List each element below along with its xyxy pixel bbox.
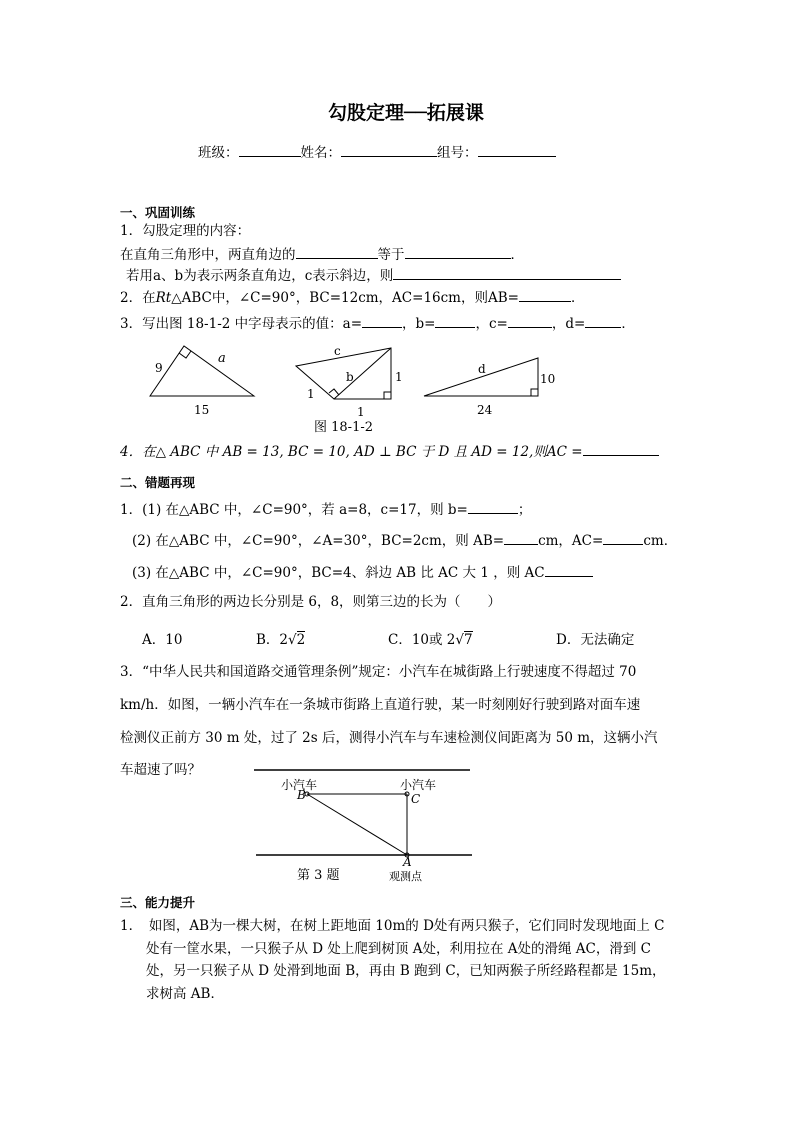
label-A: A (403, 855, 412, 869)
s2-q1-1-text: 1．(1) 在△ABC 中，∠C=90°，若 a=8，c=17，则 b= (120, 502, 468, 518)
t2-mid-label: b (346, 370, 354, 384)
t1-base-label: 15 (194, 403, 210, 417)
q4-text: 4．在△ ABC 中 AB = 13, BC = 10, AD ⊥ BC 于 D 且 AD = 12,则AC = (120, 444, 583, 460)
s2-q1-2-mid: cm，AC= (538, 533, 604, 549)
q1-blank-1[interactable] (296, 244, 378, 259)
class-label: 班级： (198, 145, 239, 161)
t2-top-label: c (334, 344, 341, 358)
s2-q2: 2．直角三角形的两边长分别是 6，8，则第三边的长为（ ） (120, 594, 502, 610)
s2-q3-line4: 车超速了吗？ (120, 762, 201, 778)
s2-q2-option-c[interactable] (388, 631, 473, 649)
s2-q1-3 (132, 562, 593, 582)
s2-q2-option-d[interactable]: D．无法确定 (556, 632, 635, 648)
sqrt-sign-icon: √ (455, 632, 464, 648)
q2-blank[interactable] (519, 287, 571, 302)
s2-q1-1-blank[interactable] (468, 499, 518, 514)
q3-line (120, 313, 635, 333)
section-2-heading: 二、错题再现 (120, 475, 196, 490)
triangle-3 (424, 358, 538, 396)
s2-q1-3-text: (3) 在△ABC 中，∠C=90°，BC=4、斜边 AB 比 AC 大 1 ，则 AC (132, 565, 545, 581)
s2-q3-line3: 检测仪正前方 30 m 处，过了 2s 后，测得小汽车与车速检测仪间距离为 50 m，这辆小汽 (120, 730, 658, 746)
section-3-heading: 三、能力提升 (120, 895, 196, 910)
point-B (305, 792, 309, 796)
option-c-text: C．10或 2 (388, 632, 456, 648)
t3-side-label: 10 (540, 372, 556, 386)
name-label: 姓名： (300, 145, 341, 161)
t2-right-label: 1 (395, 370, 403, 384)
s3-q1-line4: 求树高 AB． (146, 986, 224, 1002)
q3-blank-d[interactable] (585, 313, 621, 328)
s3-q1-line2: 处有一筐水果，一只猴子从 D 处上爬到树顶 A处，利用拉在 A处的滑绳 AC，滑到 C (146, 941, 651, 957)
q1-blank-3[interactable] (393, 265, 621, 280)
info-line (198, 142, 556, 162)
page-title: 勾股定理──拓展课 (328, 102, 484, 124)
s2-q1-2-blank-b[interactable] (603, 530, 643, 545)
option-b-text: B．2 (256, 632, 289, 648)
q2-rt: Rt (155, 290, 172, 306)
group-blank[interactable] (478, 142, 556, 157)
q3-end: ． (621, 316, 635, 332)
s2-q1-1-end: ； (517, 502, 532, 518)
q1-line2-text: 若用a、b为表示两条直角边，c表示斜边，则 (126, 268, 394, 284)
sqrt-sign-icon: √ (288, 632, 297, 648)
triangle-1 (150, 346, 254, 396)
q3-text-c: ，c= (475, 316, 508, 332)
s2-q1-2-blank-a[interactable] (504, 530, 538, 545)
label-C: C (411, 792, 421, 806)
road-figure-caption: 第 3 题 (297, 868, 340, 883)
q4-line (120, 441, 659, 461)
t1-side-label: 9 (155, 361, 163, 375)
s2-q2-option-a[interactable]: A．10 (142, 632, 183, 648)
q1-line1-text-a: 在直角三角形中，两直角边的 (120, 247, 296, 263)
q2-text: △ABC中，∠C=90°，BC=12cm，AC=16cm，则AB= (171, 290, 519, 306)
s2-q1-2-end: cm． (643, 533, 678, 549)
s2-q2-option-b[interactable] (256, 631, 305, 649)
s2-q1-2 (132, 530, 677, 550)
q3-blank-b[interactable] (435, 313, 475, 328)
s2-q3-line2: km/h．如图，一辆小汽车在一条城市街路上直道行驶，某一时刻刚好行驶到路对面车速 (120, 697, 641, 713)
q1-line1-end: ． (510, 247, 524, 263)
segment-BA (307, 794, 407, 855)
t2-left-label: 1 (307, 387, 315, 401)
q3-blank-a[interactable] (362, 313, 402, 328)
t3-base-label: 24 (477, 403, 493, 417)
section-1-heading: 一、巩固训练 (120, 205, 196, 220)
q1-line1 (120, 244, 524, 264)
t2-bottom-label: 1 (357, 405, 365, 419)
s2-q1-2-text: (2) 在△ABC 中，∠C=90°，∠A=30°，BC=2cm，则 AB= (132, 533, 505, 549)
point-C (405, 792, 409, 796)
q1-blank-2[interactable] (405, 244, 511, 259)
detector-label: 观测点 (389, 870, 422, 883)
q3-text-a: 3．写出图 18-1-2 中字母表示的值：a= (120, 316, 363, 332)
s3-q1-line1: 1． 如图，AB为一棵大树，在树上距地面 10m的 D处有两只猴子，它们同时发现地面上 C (120, 918, 665, 934)
s2-q3-line1: 3．“中华人民共和国道路交通管理条例”规定：小汽车在城街路上行驶速度不得超过 70 (120, 664, 637, 680)
q1-line1-text-b: 等于 (377, 247, 405, 263)
s2-q1-1 (120, 499, 531, 519)
q1-line2 (126, 265, 621, 285)
triangle-2 (296, 348, 391, 399)
option-b-radicand: 2 (296, 632, 306, 648)
q2-line (120, 287, 584, 307)
q2-pre: 2．在 (120, 290, 156, 306)
q3-text-b: ，b= (402, 316, 436, 332)
q2-end: ． (570, 290, 585, 306)
label-B: B (297, 788, 306, 802)
t3-hyp-label: d (478, 362, 486, 376)
name-blank[interactable] (341, 142, 437, 157)
q4-blank[interactable] (583, 441, 659, 456)
figure-caption: 图 18-1-2 (314, 420, 374, 435)
car2-label: 小汽车 (400, 778, 437, 792)
class-blank[interactable] (239, 142, 301, 157)
car1-label: 小汽车 (281, 778, 318, 792)
group-label: 组号： (437, 145, 478, 161)
t1-hyp-label: a (218, 351, 226, 366)
q3-text-d: ，d= (551, 316, 586, 332)
option-c-radicand: 7 (464, 632, 473, 648)
q1-title: 1．勾股定理的内容： (120, 223, 251, 239)
q3-blank-c[interactable] (508, 313, 552, 328)
s2-q1-3-blank[interactable] (545, 562, 593, 577)
s3-q1-line3: 处，另一只猴子从 D 处滑到地面 B，再由 B 跑到 C，已知两猴子所经路程都是 15m， (146, 963, 666, 979)
point-A (405, 853, 409, 857)
